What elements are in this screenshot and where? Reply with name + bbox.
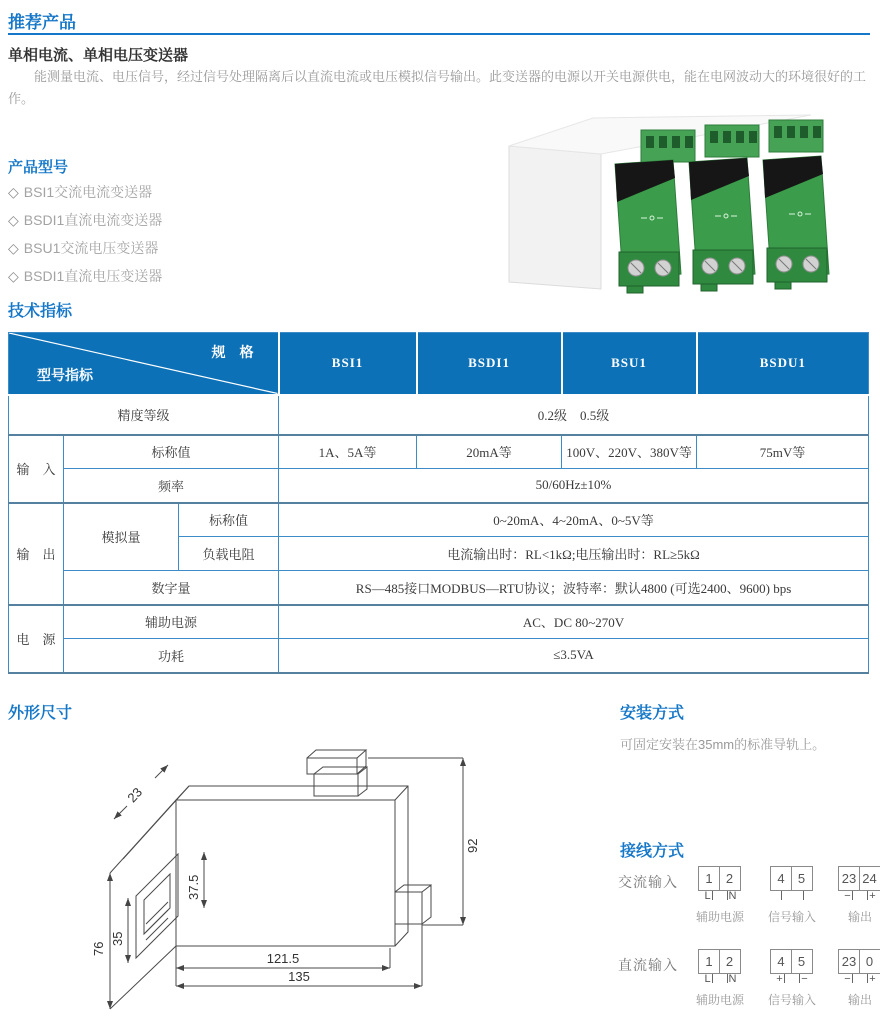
diamond-icon: ◇ [8,184,19,200]
cell-value: 50/60Hz±10% [279,469,869,503]
wiring-group-caption: 信号输入 [767,993,817,1007]
pin-label: − [801,973,808,985]
dimension-label-clip: 35 [110,931,125,946]
row-label: 频率 [64,469,279,503]
installation-text: 可固定安装在35mm的标准导轨上。 [620,737,826,752]
cell-value: 0.2级 0.5级 [279,395,869,435]
corner-cell [9,333,279,395]
wiring-row-label: 直流输入 [618,957,678,973]
pin-label: + [869,890,876,902]
installation-heading: 安装方式 [620,705,685,722]
row-label: 数字量 [64,571,279,605]
row-label: 负载电阻 [179,537,279,571]
pin-label: − [844,973,851,985]
model-item-label: BSDI1直流电流变送器 [23,212,163,228]
row-label: 标称值 [179,503,279,537]
pin-label: − [844,890,851,902]
dimension-label-depth: 23 [124,784,146,806]
model-item [8,182,152,202]
wiring-group-output [838,866,880,924]
wiring-group-output [838,949,880,1007]
row-label: 模拟量 [64,503,179,571]
model-item [8,266,162,286]
cell-value: AC、DC 80~270V [279,605,869,639]
pin-label: + [776,973,783,985]
wiring-row-ac [618,866,880,944]
diamond-icon: ◇ [8,268,19,284]
pin-tick [803,891,804,900]
terminal-box: 2 [719,866,741,891]
wiring-group-caption: 辅助电源 [695,993,745,1007]
terminal-box: 23 [838,866,860,891]
dimension-label-width: 121.5 [266,951,300,966]
pin-tick [852,974,853,983]
specs-heading: 技术指标 [8,303,73,320]
wiring-group-caption: 信号输入 [767,910,817,924]
model-item [8,238,158,258]
bottom-terminal-blocks [619,248,827,293]
wiring-group-caption: 输出 [847,910,873,924]
group-label: 输 出 [9,503,64,605]
row-label: 功耗 [64,639,279,673]
pin-tick [799,974,800,983]
model-item [8,210,162,230]
pin-label: L [704,973,711,985]
corner-model-label: 型号指标 [37,368,93,384]
dimension-label-height: 92 [465,838,480,853]
pin-tick [867,891,868,900]
dimension-label-total-width: 135 [288,969,310,984]
title-divider [8,33,870,35]
wiring-group-signal [767,866,817,924]
model-item-label: BSDI1直流电压变送器 [23,268,163,284]
cell-value: 0~20mA、4~20mA、0~5V等 [279,503,869,537]
cell-value: RS—485接口MODBUS—RTU协议；波特率：默认4800 (可选2400、9600) bps [279,571,869,605]
terminal-box: 1 [698,949,720,974]
group-label: 电 源 [9,605,64,673]
terminal-box: 5 [791,949,813,974]
model-item-label: BSI1交流电流变送器 [23,184,153,200]
pin-label: + [869,973,876,985]
terminal-box: 23 [838,949,860,974]
diamond-icon: ◇ [8,212,19,228]
dimension-label-window: 37.5 [186,874,201,900]
group-label: 输 入 [9,435,64,503]
wiring-heading: 接线方式 [620,843,685,860]
pin-tick [867,974,868,983]
cell-value: 100V、220V、380V等 [562,435,697,469]
cell-value: ≤3.5VA [279,639,869,673]
terminal-box: 4 [770,949,792,974]
pin-tick [852,891,853,900]
column-header: BSDI1 [417,333,562,395]
terminal-box: 4 [770,866,792,891]
dimension-drawing [58,746,488,1026]
wiring-group-caption: 输出 [847,993,873,1007]
cell-value: 电流输出时：RL<1kΩ;电压输出时：RL≥5kΩ [279,537,869,571]
column-header: BSI1 [279,333,417,395]
pin-tick [712,891,713,900]
spec-table [8,332,869,674]
wiring-row-dc [618,949,880,1026]
pin-label: L [704,890,711,902]
diamond-icon: ◇ [8,240,19,256]
product-photo [495,106,855,296]
dimension-label-plate: 76 [91,941,106,956]
cell-value: 1A、5A等 [279,435,417,469]
corner-spec-label: 规 格 [211,346,254,361]
wiring-group-aux [695,949,745,1007]
cell-value: 75mV等 [697,435,869,469]
wiring-group-aux [695,866,745,924]
pin-label: N [728,890,737,902]
model-item-label: BSU1交流电压变送器 [23,240,159,256]
product-subtitle: 单相电流、单相电压变送器 [8,47,189,64]
terminal-box: 24 [859,866,880,891]
row-label: 标称值 [64,435,279,469]
product-description: 能测量电流、电压信号，经过信号处理隔离后以直流电流或电压模拟信号输出。此变送器的电源以开关电源供电，能在电网波动大的环境很好的工作。 [8,69,867,106]
terminal-box: 5 [791,866,813,891]
terminal-box: 0 [859,949,880,974]
column-header: BSU1 [562,333,697,395]
terminal-box: 1 [698,866,720,891]
dimensions-heading: 外形尺寸 [8,705,73,722]
column-header: BSDU1 [697,333,869,395]
pin-tick [784,974,785,983]
row-label: 辅助电源 [64,605,279,639]
wiring-group-caption: 辅助电源 [695,910,745,924]
pin-label: N [728,973,737,985]
models-heading: 产品型号 [8,159,69,176]
terminal-box: 2 [719,949,741,974]
pin-tick [727,891,728,900]
page-title: 推荐产品 [8,13,76,32]
pin-tick [781,891,782,900]
row-label: 精度等级 [9,395,279,435]
cell-value: 20mA等 [417,435,562,469]
wiring-group-signal [767,949,817,1007]
pin-tick [727,974,728,983]
pin-tick [712,974,713,983]
wiring-row-label: 交流输入 [618,874,678,890]
